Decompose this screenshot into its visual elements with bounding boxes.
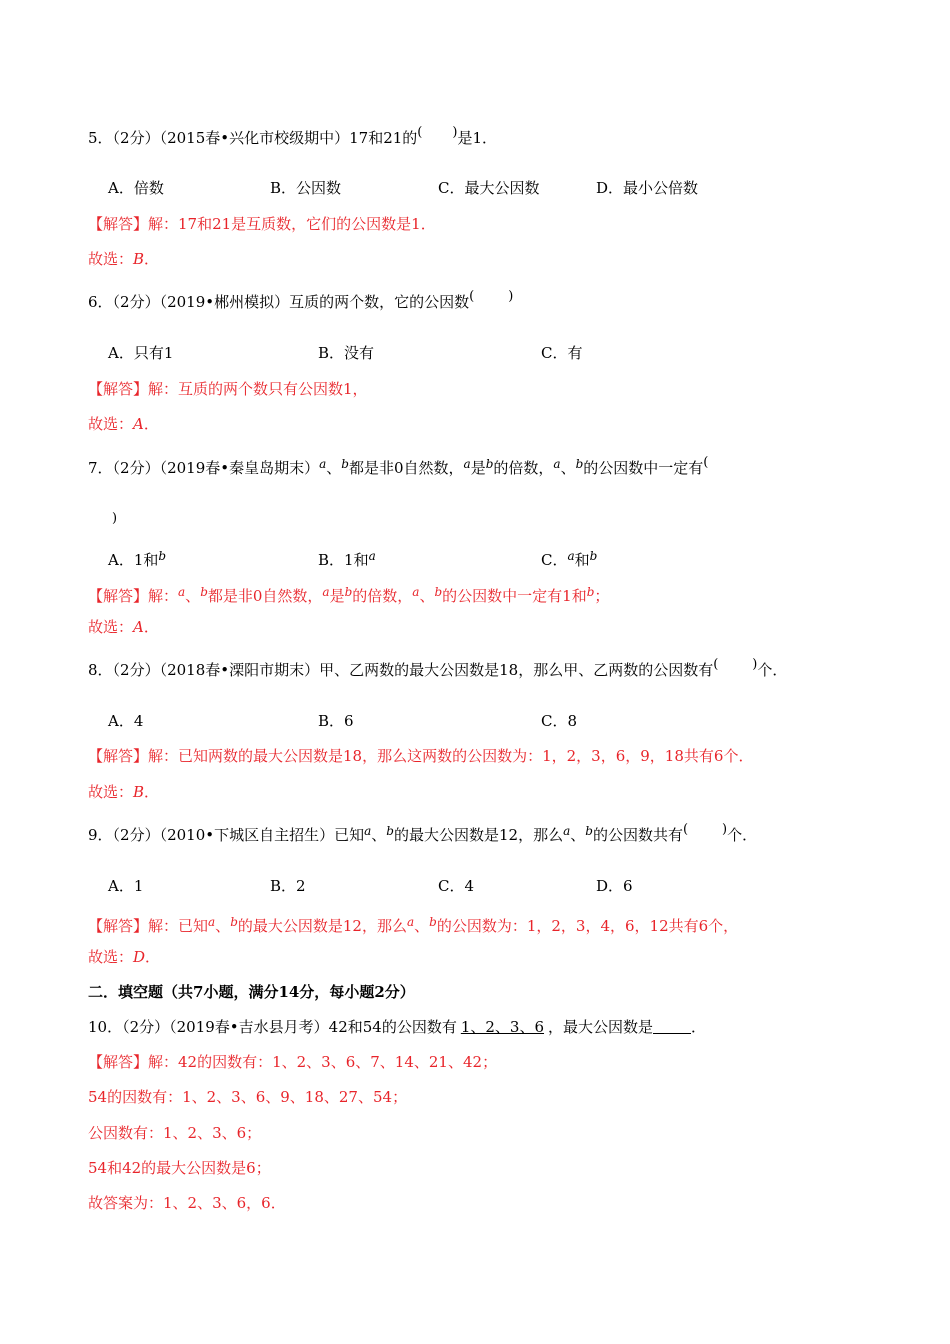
q8-option-a[interactable]: A．4 [108, 712, 144, 730]
q8-option-b[interactable]: B．6 [318, 712, 354, 730]
q6-answer: 【解答】解：互质的两个数只有公因数1， [88, 380, 368, 398]
q5-option-d[interactable]: D．最小公倍数 [596, 179, 699, 197]
q5-option-a[interactable]: A．倍数 [108, 179, 164, 197]
q8-choice: 故选：B． [88, 783, 160, 801]
q7-choice: 故选：A． [88, 618, 159, 636]
q6-stem: 6．（2分）（2019•郴州模拟）互质的两个数，它的公因数( ) [88, 289, 514, 311]
q10-answer-line-1: 【解答】解：42的因数有：1、2、3、6、7、14、21、42； [88, 1053, 498, 1071]
q10-blank-1[interactable]: 1、2、3、6 [460, 1018, 545, 1036]
q8-option-c[interactable]: C．8 [541, 712, 578, 730]
q6-option-c[interactable]: C．有 [541, 344, 583, 362]
q7-option-b[interactable]: B．1和$^a$ [318, 549, 376, 569]
q9-option-d[interactable]: D．6 [596, 877, 633, 895]
q9-answer: 【解答】解：已知$^a$、$^b$的最大公因数是12，那么$^a$、$^b$的公因数为：1，2，3，4，6，12共有6个， [88, 915, 739, 935]
q7-option-a[interactable]: A．1和$^b$ [108, 549, 167, 569]
q9-choice: 故选：D． [88, 948, 161, 966]
q7-stem: 7．（2分）（2019春•秦皇岛期末）$^a$、$^b$都是非0自然数，$^a$是$^b$的倍数，$^a$、$^b$的公因数中一定有( [88, 455, 709, 477]
q10-answer-line-2: 54的因数有：1、2、3、6、9、18、27、54； [88, 1088, 408, 1106]
q7-answer: 【解答】解：$^a$、$^b$都是非0自然数，$^a$是$^b$的倍数，$^a$、$^b$的公因数中一定有1和$^b$； [88, 585, 610, 605]
section-heading: 二．填空题（共7小题，满分14分，每小题2分） [88, 983, 415, 1001]
q9-option-b[interactable]: B．2 [270, 877, 306, 895]
q9-option-a[interactable]: A．1 [108, 877, 144, 895]
q10-stem: 10．（2分）（2019春•吉水县月考）42和54的公因数有 1、2、3、6 ，最大公因数是 ． [88, 1018, 707, 1036]
q5-answer: 【解答】解：17和21是互质数，它们的公因数是1． [88, 215, 436, 233]
q5-stem: 5．（2分）（2015春•兴化市校级期中）17和21的( )是1． [88, 125, 497, 147]
q9-option-c[interactable]: C．4 [438, 877, 475, 895]
q6-choice: 故选：A． [88, 415, 159, 433]
q8-answer: 【解答】解：已知两数的最大公因数是18，那么这两数的公因数为：1，2，3，6，9，18共有6个． [88, 747, 754, 765]
q10-answer-line-5: 故答案为：1、2、3、6，6． [88, 1194, 286, 1212]
q7-option-c[interactable]: C．$^a$和$^b$ [541, 549, 598, 569]
q6-option-b[interactable]: B．没有 [318, 344, 375, 362]
q8-stem: 8．（2分）（2018春•溧阳市期末）甲、乙两数的最大公因数是18，那么甲、乙两数的公因数有( )个． [88, 657, 788, 679]
q10-answer-line-4: 54和42的最大公因数是6； [88, 1159, 271, 1177]
q5-option-b[interactable]: B．公因数 [270, 179, 342, 197]
q5-option-c[interactable]: C．最大公因数 [438, 179, 540, 197]
q5-choice: 故选：B． [88, 250, 160, 268]
q10-blank-2[interactable] [653, 1017, 691, 1034]
q9-stem: 9．（2分）（2010•下城区自主招生）已知$^a$、$^b$的最大公因数是12，那么$^a$、$^b$的公因数共有( )个． [88, 822, 758, 844]
q7-paren-close: ) [112, 511, 118, 526]
q10-answer-line-3: 公因数有：1、2、3、6； [88, 1124, 262, 1142]
q6-option-a[interactable]: A．只有1 [108, 344, 174, 362]
